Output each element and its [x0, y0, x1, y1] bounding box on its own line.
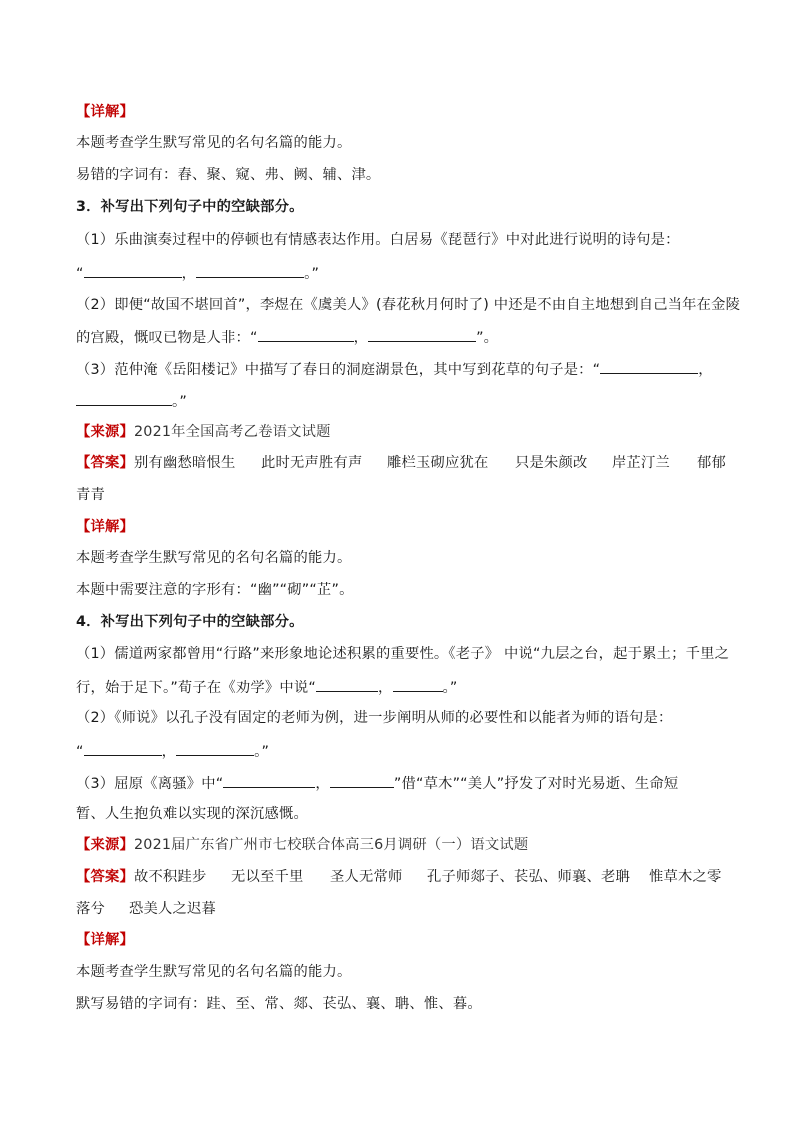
- punctuation: ，: [353, 330, 369, 346]
- fill-line: [76, 740, 269, 762]
- answer-item: 雕栏玉砌应犹在: [387, 455, 489, 471]
- fill-line: [76, 358, 713, 380]
- answer-blank: [393, 676, 443, 692]
- answer-label: 【答案】: [76, 455, 134, 471]
- answer-blank: [196, 262, 304, 278]
- punctuation: ，: [315, 776, 330, 792]
- question-part: 暂、人生抱负难以实现的深沉感慨。: [76, 806, 308, 822]
- question-part: ”借“草木”“美人”抒发了对时光易逝、生命短: [393, 776, 679, 792]
- punctuation: 。”: [304, 266, 320, 282]
- question-part: （1）儒道两家都曾用“行路”来形象地论述积累的重要性。《老子》 中说“九层之台，起于累土；千里之: [76, 646, 730, 662]
- question-part: （3）屈原《离骚》中“: [76, 776, 224, 792]
- punctuation: ，: [698, 362, 713, 378]
- answer-item: 无以至千里: [231, 869, 304, 885]
- answer-item: 郁郁: [697, 455, 726, 471]
- answer-item: 落兮: [76, 901, 105, 917]
- answer-blank: [258, 326, 354, 342]
- answer-blank: [84, 740, 162, 756]
- answer-blank: [176, 740, 254, 756]
- punctuation: ，: [181, 266, 197, 282]
- question-part: （3）范仲淹《岳阳楼记》中描写了春日的洞庭湖景色，其中写到花草的句子是：“: [76, 362, 601, 378]
- answer-blank: [600, 358, 698, 374]
- question-part: （1）乐曲演奏过程中的停顿也有情感表达作用。白居易《琵琶行》中对此进行说明的诗句是：: [76, 232, 680, 248]
- answer-continuation: 青青: [76, 487, 105, 503]
- answer-item: 圣人无常师: [330, 869, 403, 885]
- fill-line: [76, 326, 498, 348]
- answer-item: 岸芷汀兰: [612, 455, 670, 471]
- detail-text: 本题考查学生默写常见的名句名篇的能力。: [76, 550, 352, 566]
- answer-item: 只是朱颜改: [515, 455, 588, 471]
- answer-item: 此时无声胜有声: [261, 455, 363, 471]
- detail-label: 【详解】: [76, 519, 134, 535]
- answer-item: 惟草木之零: [649, 869, 722, 885]
- source-line: [76, 835, 528, 855]
- source-text: 2021届广东省广州市七校联合体高三6月调研（一）语文试题: [134, 837, 529, 853]
- punctuation: 。”: [254, 744, 270, 760]
- fill-line: [76, 262, 319, 284]
- answer-line: [76, 867, 721, 887]
- question-part: （2）《师说》以孔子没有固定的老师为例，进一步阐明从师的必要性和以能者为师的语句是：: [76, 710, 673, 726]
- answer-label: 【答案】: [76, 869, 134, 885]
- source-label: 【来源】: [76, 837, 134, 853]
- punctuation: 。”: [172, 394, 187, 410]
- fill-line: [76, 676, 457, 698]
- detail-text: 本题考查学生默写常见的名句名篇的能力。: [76, 964, 352, 980]
- answer-blank: [84, 262, 182, 278]
- source-text: 2021年全国高考乙卷语文试题: [134, 424, 331, 440]
- fill-line: [76, 390, 187, 412]
- detail-text: 本题中需要注意的字形有：“幽”“砌”“芷”。: [76, 582, 354, 598]
- source-label: 【来源】: [76, 424, 134, 440]
- quote-mark: “: [76, 266, 84, 282]
- detail-text: 默写易错的字词有：跬、至、常、郯、苌弘、襄、聃、惟、暮。: [76, 996, 482, 1012]
- answer-continuation: [76, 899, 216, 919]
- answer-item: 故不积跬步: [134, 869, 207, 885]
- quote-mark: “: [76, 744, 84, 760]
- answer-item: 恐美人之迟暮: [129, 901, 216, 917]
- fill-line: [76, 772, 678, 794]
- detail-label: 【详解】: [76, 932, 134, 948]
- answer-line: [76, 453, 726, 473]
- detail-text: 易错的字词有：舂、聚、窥、弗、阙、辅、津。: [76, 167, 381, 183]
- answer-blank: [316, 676, 378, 692]
- question-title: 3．补写出下列句子中的空缺部分。: [76, 199, 304, 215]
- answer-item: 别有幽愁暗恨生: [134, 455, 236, 471]
- source-line: [76, 422, 331, 442]
- answer-item: 孔子师郯子、苌弘、师襄、老聃: [427, 869, 630, 885]
- answer-blank: [368, 326, 476, 342]
- question-part: 行，始于足下。”荀子在《劝学》中说“: [76, 680, 317, 696]
- answer-blank: [330, 772, 394, 788]
- answer-blank: [76, 390, 172, 406]
- punctuation: ，: [161, 744, 177, 760]
- punctuation: ”。: [476, 330, 499, 346]
- answer-blank: [223, 772, 315, 788]
- question-title: 4．补写出下列句子中的空缺部分。: [76, 614, 304, 630]
- question-part: （2）即便“故国不堪回首”，李煜在《虞美人》(春花秋月何时了) 中还是不由自主地想到自己当年在金陵: [76, 297, 741, 313]
- punctuation: ，: [378, 680, 393, 696]
- detail-text: 本题考查学生默写常见的名句名篇的能力。: [76, 135, 352, 151]
- question-part: 的宫殿，慨叹已物是人非：“: [76, 330, 258, 346]
- detail-label: 【详解】: [76, 104, 134, 120]
- punctuation: 。”: [442, 680, 458, 696]
